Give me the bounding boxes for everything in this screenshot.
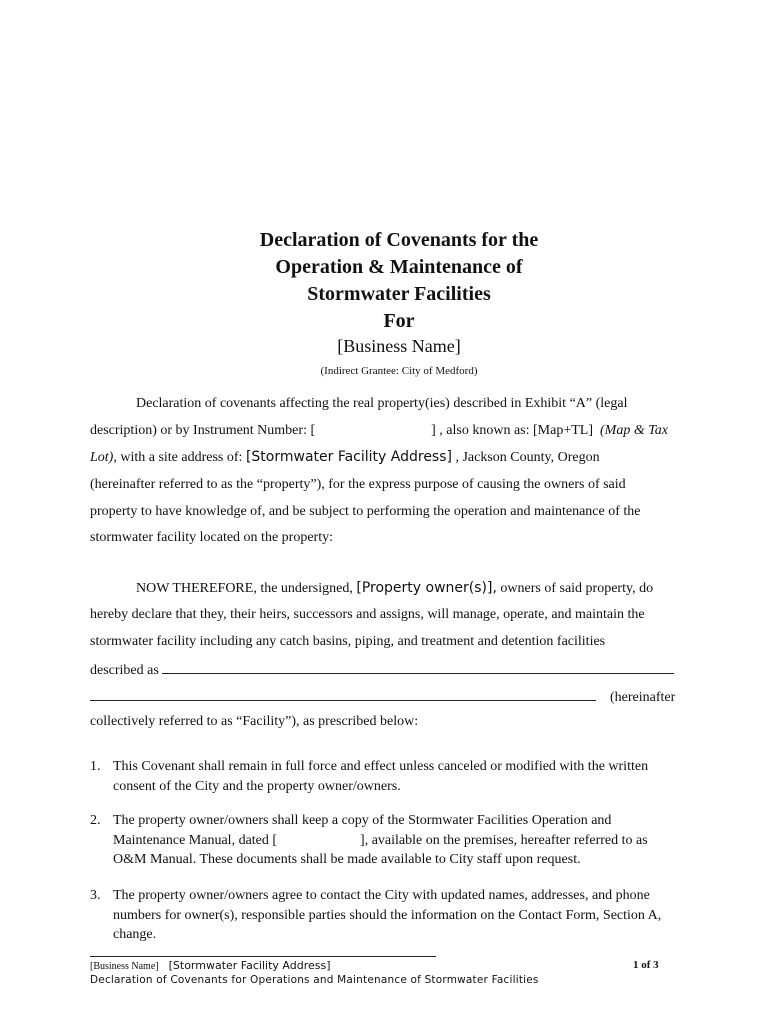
county-text: , Jackson County, Oregon — [455, 450, 600, 465]
item-number: 3. — [90, 888, 101, 903]
map-tax-italic: (Map & Tax — [600, 423, 668, 438]
manual-dated-label: Maintenance Manual, dated [ — [113, 832, 278, 848]
now-therefore-text: NOW THEREFORE, the undersigned, — [136, 581, 353, 596]
title-line-3: Stormwater Facilities — [307, 283, 491, 305]
item-line — [113, 831, 720, 851]
page-number: 1 of 3 — [633, 959, 659, 971]
item-line: This Covenant shall remain in full force and effect unless canceled or modified with the written — [113, 759, 649, 774]
footer-doc-title: Declaration of Covenants for Operations and Maintenance of Stormwater Facilities — [90, 974, 539, 986]
site-address-field[interactable]: [Stormwater Facility Address] — [245, 449, 452, 465]
item-line: The property owner/owners agree to contact the City with updated names, addresses, and phone — [113, 888, 650, 903]
para2-line-6: collectively referred to as “Facility”), as prescribed below: — [90, 714, 419, 729]
list-item — [90, 757, 720, 796]
item-number: 1. — [90, 759, 101, 774]
grantee-note: (Indirect Grantee: City of Medford) — [320, 365, 478, 377]
item-number: 2. — [90, 813, 101, 828]
para1-line-4: (hereinafter referred to as the “property”), for the express purpose of causing the owners of said — [90, 477, 626, 492]
para2-line-4 — [90, 661, 674, 679]
described-as-label: described as — [90, 663, 159, 678]
described-as-field[interactable] — [162, 661, 674, 674]
para1-line-3 — [90, 449, 600, 466]
described-as-field-continued[interactable] — [90, 688, 596, 701]
para1-line-6: stormwater facility located on the property: — [90, 530, 333, 545]
para1-line-5: property to have knowledge of, and be subject to performing the operation and maintenance of the — [90, 504, 641, 519]
item-line: consent of the City and the property owner/owners. — [113, 778, 401, 794]
title-line-1: Declaration of Covenants for the — [259, 229, 539, 251]
item-line: change. — [113, 927, 157, 942]
para1-line-1: Declaration of covenants affecting the real property(ies) described in Exhibit “A” (legal — [136, 396, 628, 411]
para1-line-2 — [90, 423, 668, 439]
instrument-label: description) or by Instrument Number: [ — [90, 423, 316, 438]
item-line: numbers for owner(s), responsible parties should the information on the Contact Form, Section A, — [113, 907, 662, 923]
property-owner-field[interactable]: [Property owner(s)], — [356, 580, 497, 596]
item-line: O&M Manual. These documents shall be made available to City staff upon request. — [113, 852, 581, 867]
footer-address: [Stormwater Facility Address] — [168, 959, 331, 972]
owners-text: owners of said property, do — [500, 581, 654, 596]
business-name: [Business Name] — [337, 336, 461, 356]
known-as-text: ] , also known as: [Map+TL] — [431, 423, 593, 438]
title-line-4: For — [383, 310, 415, 332]
para2-line-5 — [90, 688, 675, 706]
para2-line-3: stormwater facility including any catch basins, piping, and treatment and detention facilities — [90, 634, 606, 649]
lot-italic: Lot) — [90, 450, 114, 465]
list-item — [90, 811, 720, 870]
item-line: The property owner/owners shall keep a copy of the Stormwater Facilities Operation and — [113, 813, 612, 828]
footer-business-name: [Business Name] — [90, 961, 159, 972]
para2-line-1 — [136, 580, 653, 597]
site-address-label: , with a site address of: — [113, 450, 243, 465]
footer-rule — [90, 956, 436, 957]
para2-line-2: hereby declare that they, their heirs, successors and assigns, will manage, operate, and maintain the — [90, 607, 645, 622]
title-line-2: Operation & Maintenance of — [275, 256, 523, 278]
list-item — [90, 886, 720, 945]
manual-available-text: ], available on the premises, hereafter referred to as — [360, 832, 648, 848]
hereinafter-text: (hereinafter — [610, 690, 676, 705]
footer-line-1 — [90, 959, 331, 972]
